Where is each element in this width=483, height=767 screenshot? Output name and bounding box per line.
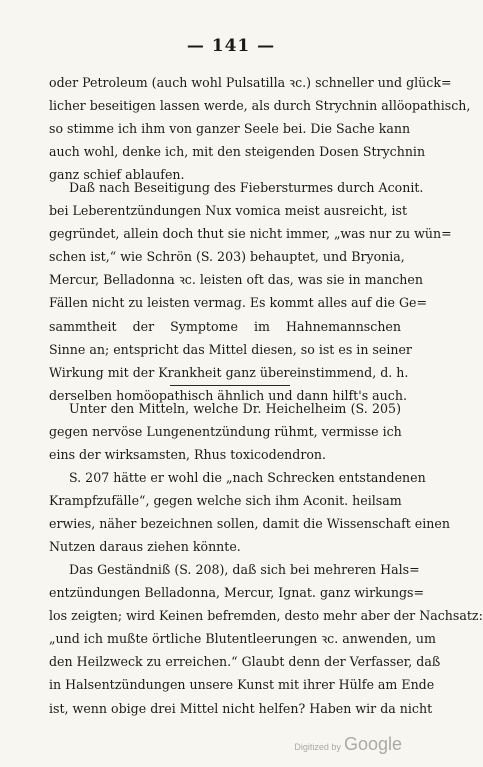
text-line: bei Leberentzündungen Nux vomica meist ausreicht, ist [49, 203, 408, 219]
paragraph-2 [49, 176, 452, 407]
google-logo: Google [343, 734, 402, 754]
text-line: so stimme ich ihm von ganzer Seele bei. Die Sache kann [49, 121, 411, 137]
text-line: licher beseitigen lassen werde, als durch Strychnin allöopathisch, [49, 98, 471, 114]
digitized-watermark [294, 734, 402, 755]
text-line: gegründet, allein doch thut sie nicht immer, „was nur zu wün= [49, 226, 452, 242]
text-line: entzündungen Belladonna, Mercur, Ignat. ganz wirkungs= [49, 585, 425, 601]
text-line: S. 207 hätte er wohl die „nach Schrecken entstandenen [69, 470, 426, 485]
text-line: Fällen nicht zu leisten vermag. Es kommt alles auf die Ge= [49, 295, 428, 311]
text-line: ist, wenn obige drei Mittel nicht helfen? Haben wir da nicht [49, 700, 433, 716]
text-line: Krampfzufälle“, gegen welche sich ihm Aconit. heilsam [49, 493, 402, 509]
text-line: Wirkung mit der Krankheit ganz übereinstimmend, d. h. [49, 364, 409, 380]
section-divider [170, 385, 290, 386]
digitized-label: Digitized by [294, 742, 341, 752]
text-line: derselben homöopathisch ähnlich und dann hilft's auch. [49, 387, 407, 403]
paragraph-4 [49, 466, 450, 558]
text-line: los zeigten; wird Keinen befremden, desto mehr aber der Nachsatz: [49, 608, 483, 624]
text-line: schen ist,“ wie Schrön (S. 203) behauptet, und Bryonia, [49, 249, 405, 265]
text-line: Daß nach Beseitigung des Fiebersturmes durch Aconit. [69, 180, 424, 195]
paragraph-1 [49, 71, 471, 186]
paragraph-5 [49, 558, 483, 720]
text-line: Sinne an; entspricht das Mittel diesen, so ist es in seiner [49, 341, 412, 357]
text-line: Unter den Mitteln, welche Dr. Heichelheim (S. 205) [69, 401, 401, 416]
text-line: auch wohl, denke ich, mit den steigenden Dosen Strychnin [49, 144, 426, 160]
paragraph-3 [49, 397, 401, 466]
text-line: „und ich mußte örtliche Blutentleerungen ꝛc. anwenden, um [49, 631, 436, 647]
text-line: ganz schief ablaufen. [49, 167, 185, 183]
text-line: Mercur, Belladonna ꝛc. leisten oft das, was sie in manchen [49, 272, 423, 288]
text-line: Nutzen daraus ziehen könnte. [49, 539, 241, 555]
text-line: oder Petroleum (auch wohl Pulsatilla ꝛc.) schneller und glück= [49, 75, 452, 90]
text-line: gegen nervöse Lungenentzündung rühmt, vermisse ich [49, 424, 402, 440]
text-line: in Halsentzündungen unsere Kunst mit ihrer Hülfe am Ende [49, 677, 435, 693]
text-line: eins der wirksamsten, Rhus toxicodendron. [49, 447, 327, 463]
text-line: den Heilzweck zu erreichen.“ Glaubt denn der Verfasser, daß [49, 654, 441, 670]
text-line: erwies, näher bezeichnen sollen, damit die Wissenschaft einen [49, 516, 450, 532]
text-line: sammtheit der Symptome im Hahnemannschen [49, 318, 401, 334]
page-number: — 141 — [186, 36, 276, 56]
text-line: Das Geständniß (S. 208), daß sich bei mehreren Hals= [69, 562, 420, 577]
